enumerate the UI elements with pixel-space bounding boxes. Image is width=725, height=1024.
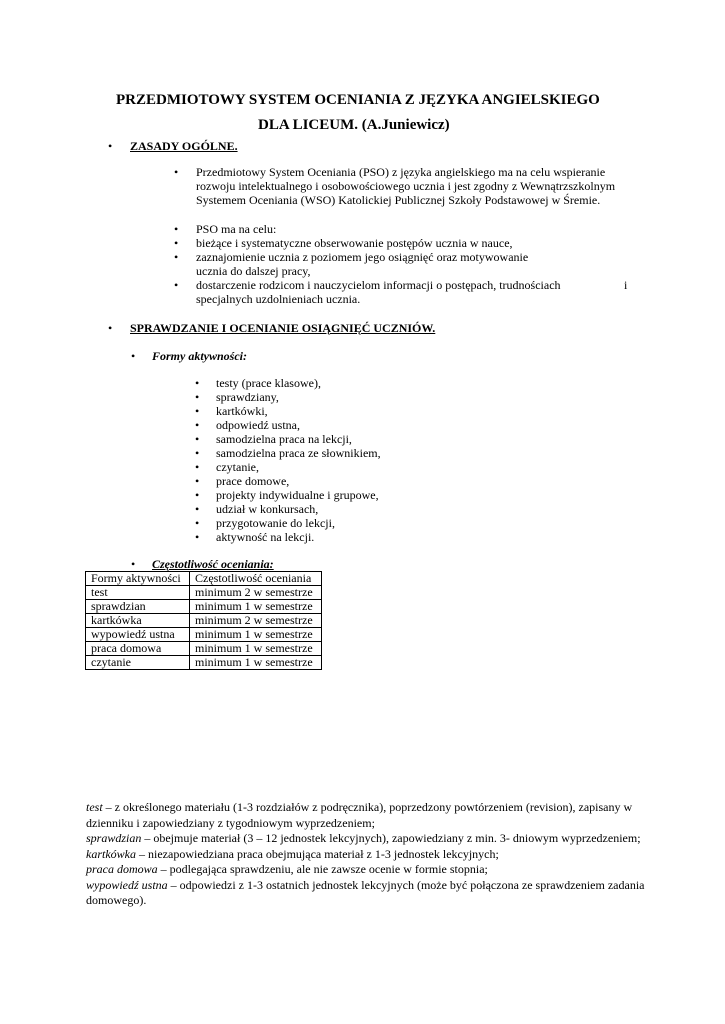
intro-bullet: •: [174, 165, 179, 179]
definition-text: – niezapowiedziana praca obejmująca materiał z 1-3 jednostek lekcyjnych;: [136, 846, 499, 861]
bullet: •: [195, 446, 200, 460]
list-item: [195, 460, 495, 474]
table-row: [86, 614, 322, 628]
definition-text: – z określonego materiału (1-3 rozdziałów z podręcznika), poprzedzony powtórzeniem (revision), zapisany w dzienniku i zapowiedziany z tygodniowym wyprzedzeniem;: [86, 800, 633, 830]
definition-text: – odpowiedzi z 1-3 ostatnich jednostek lekcyjnych (może być połączona ze sprawdzeniem zadania domowego).: [86, 877, 645, 907]
bullet: •: [195, 474, 200, 488]
table-cell: praca domowa: [86, 642, 190, 656]
table-row: [86, 642, 322, 656]
section1-heading: ZASADY OGÓLNE.: [130, 139, 238, 153]
bullet: •: [195, 516, 200, 530]
definition-praca-domowa: [86, 862, 646, 878]
table-cell: minimum 2 w semestrze: [190, 586, 322, 600]
form-item: aktywność na lekcji.: [216, 530, 315, 544]
goal-trailing-i: i: [624, 278, 628, 292]
form-item: sprawdziany,: [216, 390, 279, 404]
form-item: testy (prace klasowe),: [216, 376, 321, 390]
bullet: •: [195, 530, 200, 544]
list-item: [195, 474, 495, 488]
list-item: [195, 404, 495, 418]
section1-bullet: •: [108, 139, 113, 153]
goals-label-item: [174, 222, 634, 236]
table-cell: czytanie: [86, 656, 190, 670]
list-item: [195, 446, 495, 460]
section2-heading: SPRAWDZANIE I OCENIANIE OSIĄGNIĘĆ UCZNIÓW.: [130, 321, 436, 335]
table-cell: test: [86, 586, 190, 600]
forms-heading: Formy aktywności:: [152, 349, 247, 363]
forms-list: [195, 376, 495, 544]
intro-paragraph: Przedmiotowy System Oceniania (PSO) z języka angielskiego ma na celu wspieranie rozwoju intelektualnego i osobowościowego ucznia i jest zgodny z Wewnątrzszkolnym Systemem Oceniania (WSO) Katolickiej Publicznej Szkoły Podstawowej w Śremie.: [196, 165, 616, 207]
bullet: •: [195, 390, 200, 404]
definition-text: – podlegająca sprawdzeniu, ale nie zawsze ocenie w formie stopnia;: [157, 862, 488, 876]
bullet: •: [174, 222, 179, 236]
form-item: przygotowanie do lekcji,: [216, 516, 335, 530]
goal-text: zaznajomienie ucznia z poziomem jego osiągnięć oraz motywowanie ucznia do dalszej pracy,: [196, 250, 529, 278]
definition-term: praca domowa: [86, 862, 158, 876]
table-row: [86, 628, 322, 642]
table-row: [86, 586, 322, 600]
form-item: czytanie,: [216, 460, 259, 474]
table-header-cell: Częstotliwość oceniania: [190, 572, 322, 586]
form-item: samodzielna praca na lekcji,: [216, 432, 352, 446]
bullet: •: [174, 278, 179, 292]
frequency-table: [85, 571, 322, 670]
form-item: odpowiedź ustna,: [216, 418, 300, 432]
form-item: prace domowe,: [216, 474, 290, 488]
list-item: [174, 236, 634, 250]
bullet: •: [195, 488, 200, 502]
bullet: •: [195, 502, 200, 516]
freq-bullet: •: [131, 557, 136, 571]
definition-text: – obejmuje materiał (3 – 12 jednostek lekcyjnych), zapowiedziany z min. 3- dniowym wyprzedzeniem;: [141, 831, 641, 845]
goal-text: specjalnych uzdolnieniach ucznia.: [196, 292, 361, 306]
list-item: [195, 390, 495, 404]
goals-list: [174, 222, 634, 306]
table-cell: minimum 1 w semestrze: [190, 600, 322, 614]
definition-wypowiedz-ustna: [86, 878, 646, 909]
form-item: kartkówki,: [216, 404, 268, 418]
table-cell: minimum 2 w semestrze: [190, 614, 322, 628]
goal-text: dostarczenie rodzicom i nauczycielom informacji o postępach, trudnościach: [196, 278, 561, 292]
document-title-line2: DLA LICEUM. (A.Juniewicz): [258, 117, 450, 133]
definitions-block: [86, 800, 646, 909]
table-row: [86, 600, 322, 614]
list-item: [195, 418, 495, 432]
list-item: [174, 278, 634, 292]
list-item: [195, 488, 495, 502]
freq-heading: Częstotliwość oceniania:: [152, 557, 274, 571]
table-cell: wypowiedź ustna: [86, 628, 190, 642]
list-item: [195, 432, 495, 446]
list-item: [195, 502, 495, 516]
form-item: udział w konkursach,: [216, 502, 319, 516]
definition-kartkowka: [86, 847, 646, 863]
list-item: [195, 376, 495, 390]
bullet: •: [195, 460, 200, 474]
list-item: [174, 250, 556, 278]
table-header-cell: Formy aktywności: [86, 572, 190, 586]
table-cell: minimum 1 w semestrze: [190, 642, 322, 656]
goals-label: PSO ma na celu:: [196, 222, 277, 236]
definition-term: kartkówka: [86, 846, 136, 861]
bullet: •: [195, 432, 200, 446]
table-cell: kartkówka: [86, 614, 190, 628]
goal-text: bieżące i systematyczne obserwowanie postępów ucznia w nauce,: [196, 236, 513, 250]
definition-sprawdzian: [86, 831, 646, 847]
table-cell: sprawdzian: [86, 600, 190, 614]
list-item: [195, 516, 495, 530]
definition-term: test: [86, 800, 103, 814]
list-item: [174, 292, 634, 306]
bullet: •: [195, 404, 200, 418]
definition-test: [86, 800, 646, 831]
section2-bullet: •: [108, 321, 113, 335]
document-title-line1: PRZEDMIOTOWY SYSTEM OCENIANIA Z JĘZYKA ANGIELSKIEGO: [116, 92, 600, 108]
table-header-row: [86, 572, 322, 586]
bullet: •: [195, 376, 200, 390]
definition-term: sprawdzian: [86, 831, 142, 845]
list-item: [195, 530, 495, 544]
definition-term: wypowiedź ustna: [86, 877, 168, 892]
table-cell: minimum 1 w semestrze: [190, 656, 322, 670]
bullet: •: [174, 236, 179, 250]
form-item: projekty indywidualne i grupowe,: [216, 488, 379, 502]
forms-bullet: •: [131, 349, 136, 363]
table-cell: minimum 1 w semestrze: [190, 628, 322, 642]
table-row: [86, 656, 322, 670]
bullet: •: [195, 418, 200, 432]
form-item: samodzielna praca ze słownikiem,: [216, 446, 381, 460]
bullet: •: [174, 250, 179, 264]
